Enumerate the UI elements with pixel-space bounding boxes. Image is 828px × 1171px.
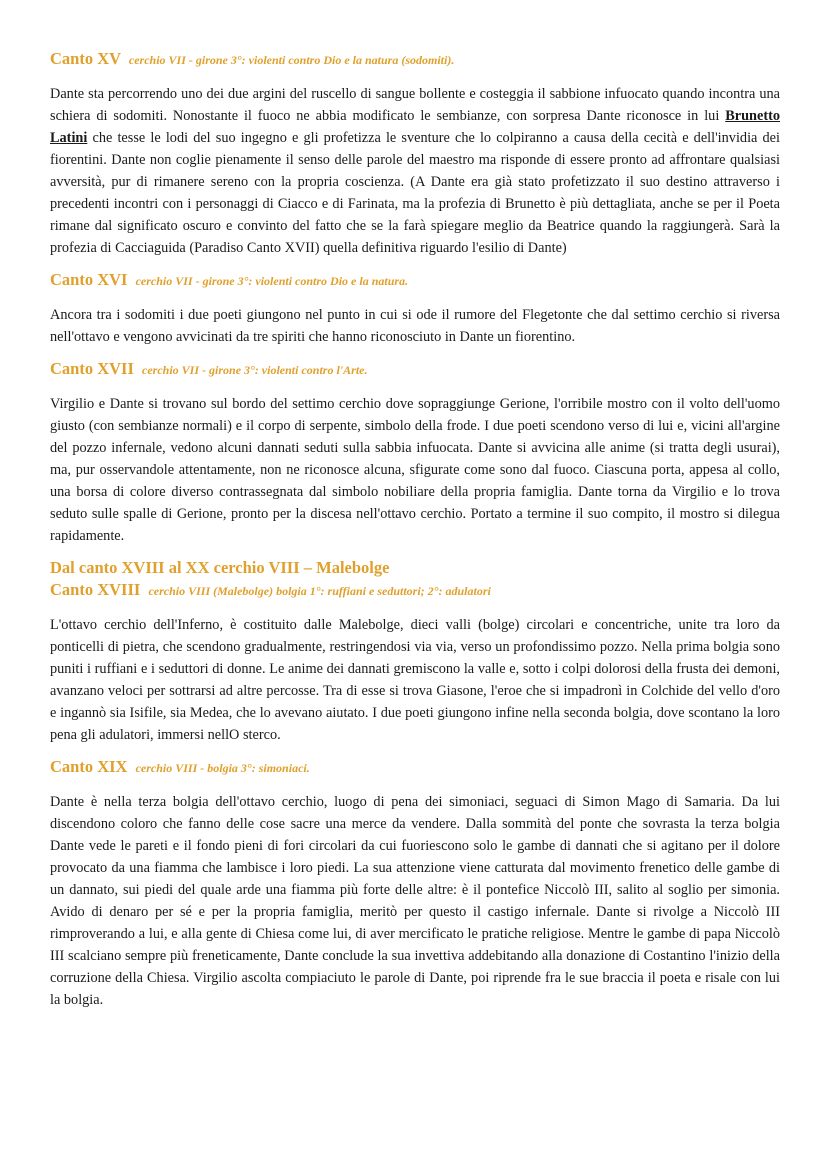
canto-heading: [50, 269, 780, 292]
canto-paragraph: Ancora tra i sodomiti i due poeti giungono nel punto in cui si ode il rumore del Flegetonte che dal settimo cerchio si riversa nell'ottavo e vengono avvicinati da tre spiriti che hanno riconosciuto in Dante un fiorentino.: [50, 307, 780, 345]
canto-heading: [50, 579, 780, 602]
canto-heading: [50, 756, 780, 779]
section-canto-xv: [50, 48, 780, 259]
canto-title: Canto XVII: [50, 359, 134, 378]
canto-title: Canto XVIII: [50, 580, 141, 599]
section-canto-xviii: [50, 557, 780, 746]
group-heading: Dal canto XVIII al XX cerchio VIII – Malebolge: [50, 558, 390, 577]
canto-paragraph: Dante è nella terza bolgia dell'ottavo cerchio, luogo di pena dei simoniaci, seguaci di Simon Mago di Samaria. Da lui discendono coloro che fanno delle cose sacre una merce da vendere. Dalla sommità del ponte che sovrasta la terza bolgia Dante vede le pareti e il fondo pieni di fori circolari da cui fuoriescono solo le gambe di dannati che si agitano per il dolore provocato da una fiamma che lambisce i loro piedi. La sua attenzione viene catturata dal movimento frenetico delle gambe di un dannato, sui piedi del quale arde una fiamma più forte delle altre: è il pontefice Niccolò III, salito al soglio per simonia. Avido di denaro per sé e per la propria famiglia, meritò per questo il castigo infernale. Dante si rivolge a Niccolò III rimproverando a lui, e alla gente di Chiesa come lui, di aver mercificato le pratiche religiose. Mentre le gambe di papa Niccolò III scalciano sempre più freneticamente, Dante conclude la sua invettiva addebitando alla donazione di Costantino l'inizio della corruzione della Chiesa. Virgilio ascolta compiaciuto le parole di Dante, poi riprende fra le sue braccia il poeta e risale con lui la bolgia.: [50, 794, 780, 1008]
paragraph-text: Dante sta percorrendo uno dei due argini del ruscello di sangue bollente e costeggia il sabbione infuocato quando incontra una schiera di sodomiti. Nonostante il fuoco ne abbia modificato le sembianze, con sorpresa Dante riconosce in lui: [50, 86, 780, 124]
section-canto-xix: [50, 756, 780, 1011]
canto-title: Canto XIX: [50, 757, 128, 776]
document-page: [50, 48, 780, 1021]
canto-heading: [50, 358, 780, 381]
canto-subtitle: cerchio VII - girone 3°: violenti contro l'Arte.: [142, 363, 368, 377]
section-canto-xvi: [50, 269, 780, 348]
canto-paragraph: Virgilio e Dante si trovano sul bordo del settimo cerchio dove sopraggiunge Gerione, l'orribile mostro con il volto dell'uomo giusto (con sembianze normali) e il corpo di serpente, simbolo della frode. I due poeti scendono verso di lui e, vicini all'argine del pozzo infernale, vedono alcuni dannati seduti sulla sabbia infuocata. Dante si avvicina alle anime (si tratta degli usurai), ma, pur osservandole attentamente, non ne riconosce alcuna, sfigurate come sono dal fuoco. Ciascuna porta, appesa al collo, una borsa di colore diverso contrassegnata dal simbolo nobiliare della propria famiglia. Dante torna da Virgilio e lo trova seduto sulle spalle di Gerione, pronto per la discesa nell'ottavo cerchio. Portato a termine il suo compito, il mostro si dilegua rapidamente.: [50, 396, 780, 544]
canto-heading: [50, 48, 780, 71]
canto-title: Canto XVI: [50, 270, 128, 289]
canto-title: Canto XV: [50, 49, 121, 68]
canto-subtitle: cerchio VII - girone 3°: violenti contro Dio e la natura.: [135, 274, 409, 288]
canto-paragraph: L'ottavo cerchio dell'Inferno, è costituito dalle Malebolge, dieci valli (bolge) circolari e concentriche, unite tra loro da ponticelli di pietra, che scendono gradualmente, restringendosi via via, verso un profondissimo pozzo. Nella prima bolgia sono puniti i ruffiani e i seduttori di donne. Le anime dei dannati gremiscono la valle e, sotto i colpi dolorosi della frusta dei demoni, avanzano veloci per sottrarsi ad altre percosse. Tra di esse si trova Giasone, l'eroe che si impadronì in Colchide del vello d'oro e ingannò sia Isifile, sia Medea, che lo avevano aiutato. I due poeti giungono infine nella seconda bolgia, dove scontano la loro pena gli adulatori, immersi nellO sterco.: [50, 617, 780, 743]
canto-subtitle: cerchio VIII - bolgia 3°: simoniaci.: [135, 761, 310, 775]
canto-subtitle: cerchio VIII (Malebolge) bolgia 1°: ruffiani e seduttori; 2°: adulatori: [148, 584, 491, 598]
section-canto-xvii: [50, 358, 780, 547]
brunetto-latini-link[interactable]: Brunetto Latini: [50, 108, 780, 146]
paragraph-text: che tesse le lodi del suo ingegno e gli profetizza le sventure che lo colpiranno a causa della cecità e dell'invidia dei fiorentini. Dante non coglie pienamente il senso delle parole del maestro ma risponde di essere pronto ad affrontare qualsiasi avversità, pur di rimanere sereno con la propria coscienza. (A Dante era già stato profetizzato il suo destino attraverso i precedenti incontri con i personaggi di Ciacco e di Farinata, ma la profezia di Brunetto è più dettagliata, anche se per il Poeta rimane dal significato oscuro e convinto del fatto che se la farà spiegare meglio da Beatrice quando la raggiungerà. Sarà la profezia di Cacciaguida (Paradiso Canto XVII) quella definitiva riguardo l'esilio di Dante): [50, 130, 780, 256]
canto-subtitle: cerchio VII - girone 3°: violenti contro Dio e la natura (sodomiti).: [128, 53, 455, 67]
canto-paragraph: [50, 83, 780, 259]
